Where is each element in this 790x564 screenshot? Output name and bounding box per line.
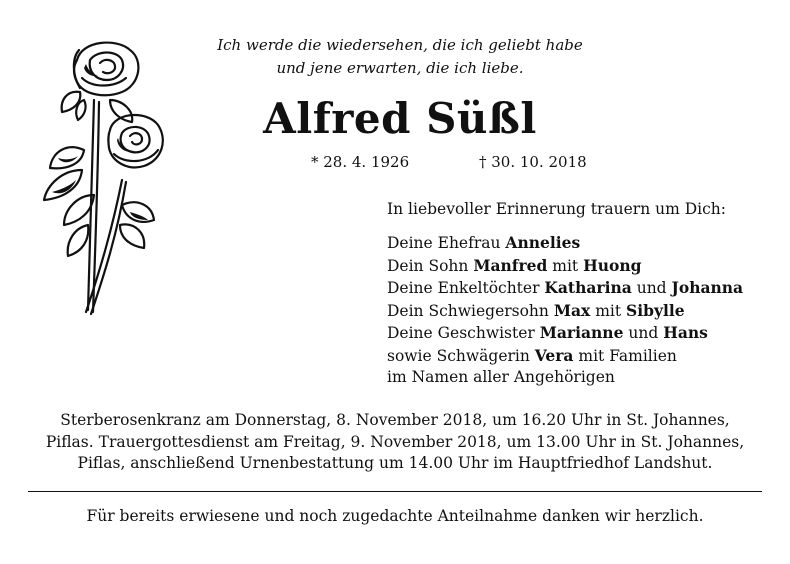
notice-line-2: Piflas. Trauergottesdienst am Freitag, 9. November 2018, um 13.00 Uhr in St. Johannes, xyxy=(45,432,745,451)
mourner-line xyxy=(387,367,743,389)
mourner-name: Annelies xyxy=(505,233,581,252)
mourner-text: im Namen aller Angehörigen xyxy=(387,368,615,386)
mourner-text: sowie Schwägerin xyxy=(387,346,535,365)
mourner-name: Huong xyxy=(583,255,642,275)
mourner-text: Dein Schwiegersohn xyxy=(387,301,554,320)
mourner-text: Deine Enkeltöchter xyxy=(387,279,545,297)
mourner-text: Deine Ehefrau xyxy=(387,234,506,252)
rose-icon xyxy=(22,30,172,325)
mourner-text: mit Familien xyxy=(573,346,677,365)
mourner-text: und xyxy=(623,324,664,342)
mourners-list xyxy=(387,232,743,389)
mourner-name: Katharina xyxy=(544,278,632,297)
mourner-text: Deine Geschwister xyxy=(387,324,540,342)
mourner-line xyxy=(387,345,743,368)
mourner-line xyxy=(387,322,743,345)
notice-line-3: Piflas, anschließend Urnenbestattung um 14.00 Uhr im Hauptfriedhof Landshut. xyxy=(77,454,713,472)
mourner-name: Hans xyxy=(663,323,708,342)
motto-line-1: Ich werde die wiedersehen, die ich geliebt habe xyxy=(217,36,583,54)
notice-line-1: Sterberosenkranz am Donnerstag, 8. November 2018, um 16.20 Uhr in St. Johannes, xyxy=(60,411,730,429)
divider xyxy=(28,491,762,492)
deceased-name: Alfred Süßl xyxy=(263,94,537,143)
mourner-name: Vera xyxy=(534,345,574,365)
mourner-name: Sibylle xyxy=(626,300,685,320)
service-notice xyxy=(20,410,770,475)
mourner-text: mit xyxy=(547,256,584,275)
mourning-intro: In liebevoller Erinnerung trauern um Dich: xyxy=(387,200,727,218)
mourner-name: Johanna xyxy=(671,278,744,297)
mourner-line xyxy=(387,300,743,323)
mourner-text: mit xyxy=(590,301,627,320)
motto-line-2: und jene erwarten, die ich liebe. xyxy=(276,59,524,77)
mourner-text: und xyxy=(631,279,672,297)
mourner-line xyxy=(387,232,743,255)
mourner-line xyxy=(387,255,743,278)
thanks-line: Für bereits erwiesene und noch zugedachte Anteilnahme danken wir herzlich. xyxy=(86,507,704,525)
mourner-name: Marianne xyxy=(539,323,624,342)
mourner-name: Max xyxy=(553,300,591,320)
birth-date: * 28. 4. 1926 xyxy=(311,153,410,171)
mourner-name: Manfred xyxy=(473,255,548,275)
mourner-text: Dein Sohn xyxy=(387,256,474,275)
motto xyxy=(190,34,610,80)
death-date: † 30. 10. 2018 xyxy=(479,153,587,171)
mourner-line xyxy=(387,277,743,300)
